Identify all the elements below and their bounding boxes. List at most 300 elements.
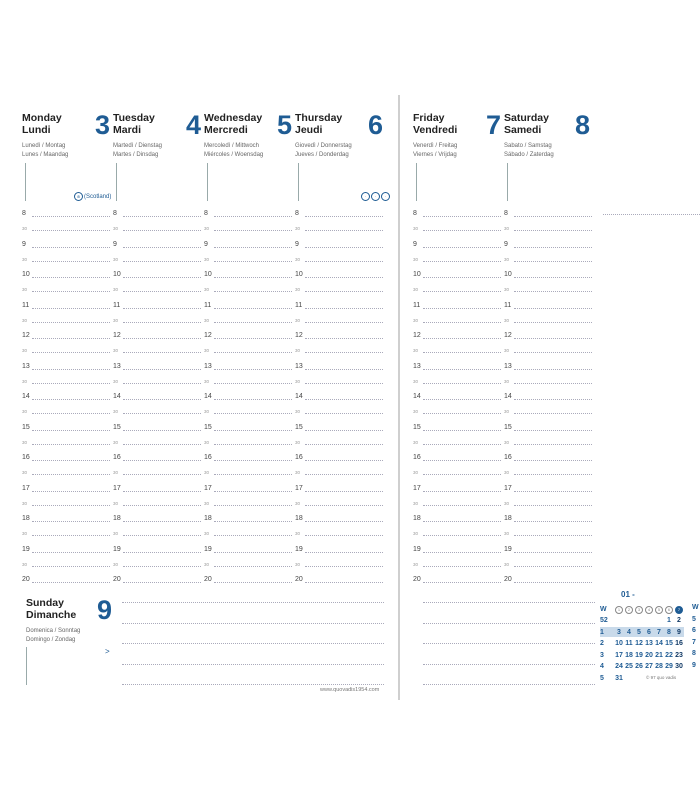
hour-line[interactable] <box>123 308 201 309</box>
translation-line-2: Lunes / Maandag <box>22 152 69 158</box>
hour-line[interactable] <box>214 216 292 217</box>
hour-line[interactable] <box>32 582 110 583</box>
half-hour-label: 30 <box>22 531 28 537</box>
calendar-day[interactable]: 23 <box>675 651 683 659</box>
half-hour-label: 30 <box>413 348 419 354</box>
hour-line[interactable] <box>305 552 383 553</box>
calendar-day[interactable]: 7 <box>657 628 661 636</box>
half-hour-line[interactable] <box>305 230 383 231</box>
half-hour-line[interactable] <box>514 413 592 414</box>
half-hour-line[interactable] <box>305 474 383 475</box>
half-hour-label: 30 <box>413 378 419 384</box>
half-hour-line[interactable] <box>32 413 110 414</box>
half-hour-line[interactable] <box>423 291 501 292</box>
half-hour-line[interactable] <box>214 474 292 475</box>
notes-line[interactable] <box>423 602 595 603</box>
calendar-day[interactable]: 29 <box>665 663 673 670</box>
half-hour-line[interactable] <box>423 413 501 414</box>
hour-label: 15 <box>113 423 121 431</box>
half-hour-line[interactable] <box>423 474 501 475</box>
calendar-day[interactable]: 12 <box>635 640 643 647</box>
half-hour-line[interactable] <box>423 261 501 262</box>
hour-line[interactable] <box>123 338 201 339</box>
sunday-line[interactable] <box>122 643 384 644</box>
hour-line[interactable] <box>32 308 110 309</box>
half-hour-line[interactable] <box>514 535 592 536</box>
hour-label: 18 <box>413 515 421 522</box>
hour-line[interactable] <box>514 369 592 370</box>
half-hour-line[interactable] <box>305 413 383 414</box>
half-hour-label: 30 <box>22 470 28 476</box>
hour-line[interactable] <box>514 399 592 400</box>
hour-label: 13 <box>204 362 212 370</box>
half-hour-line[interactable] <box>32 291 110 292</box>
half-hour-line[interactable] <box>423 444 501 445</box>
hour-line[interactable] <box>423 338 501 339</box>
calendar-day[interactable]: 6 <box>647 628 651 636</box>
week-number: 7 <box>692 638 696 646</box>
half-hour-label: 30 <box>22 378 28 384</box>
hour-line[interactable] <box>514 491 592 492</box>
half-hour-line[interactable] <box>123 505 201 506</box>
hour-line[interactable] <box>32 552 110 553</box>
translation-line-1: Mercoledì / Mittwoch <box>204 143 260 149</box>
translation-line-2: Martes / Dinsdag <box>113 152 159 158</box>
half-hour-label: 30 <box>204 348 210 354</box>
half-hour-line[interactable] <box>423 383 501 384</box>
hour-label: 8 <box>113 210 117 217</box>
half-hour-label: 30 <box>413 226 419 232</box>
half-hour-line[interactable] <box>32 261 110 262</box>
half-hour-line[interactable] <box>514 322 592 323</box>
half-hour-line[interactable] <box>305 352 383 353</box>
weekday-number: 4 <box>645 606 653 614</box>
half-hour-line[interactable] <box>305 444 383 445</box>
calendar-day[interactable]: 15 <box>665 640 673 647</box>
notes-line[interactable] <box>423 684 595 685</box>
calendar-day[interactable]: 31 <box>615 674 623 682</box>
hour-line[interactable] <box>214 338 292 339</box>
hour-line[interactable] <box>305 369 383 370</box>
hour-label: 16 <box>413 454 421 461</box>
weekday-circle-icon <box>644 604 654 615</box>
calendar-day[interactable]: 20 <box>645 651 653 659</box>
half-hour-label: 30 <box>113 470 119 476</box>
day-number: 6 <box>367 110 383 140</box>
hour-line[interactable] <box>214 491 292 492</box>
hour-line[interactable] <box>305 308 383 309</box>
hour-label: 17 <box>22 484 30 492</box>
day-divider <box>416 163 417 201</box>
hour-line[interactable] <box>214 247 292 248</box>
half-hour-label: 30 <box>204 256 210 262</box>
half-hour-line[interactable] <box>123 291 201 292</box>
hour-label: 11 <box>504 301 512 309</box>
next-month-weeks <box>692 604 699 673</box>
half-hour-line[interactable] <box>305 322 383 323</box>
sunday-header <box>26 597 112 687</box>
half-hour-line[interactable] <box>123 383 201 384</box>
hour-line[interactable] <box>423 247 501 248</box>
half-hour-line[interactable] <box>123 413 201 414</box>
half-hour-line[interactable] <box>305 261 383 262</box>
half-hour-label: 30 <box>504 409 510 415</box>
hour-label: 20 <box>204 576 212 583</box>
half-hour-line[interactable] <box>32 352 110 353</box>
half-hour-label: 30 <box>204 561 210 567</box>
sunday-line[interactable] <box>122 602 384 603</box>
calendar-day[interactable]: 3 <box>617 628 621 636</box>
half-hour-line[interactable] <box>123 566 201 567</box>
notes-line[interactable] <box>423 664 595 665</box>
day-divider <box>116 163 117 201</box>
hour-label: 18 <box>504 515 512 522</box>
hour-label: 19 <box>22 545 30 553</box>
hour-line[interactable] <box>123 430 201 431</box>
half-hour-line[interactable] <box>305 566 383 567</box>
calendar-day[interactable]: 19 <box>635 651 643 659</box>
hour-line[interactable] <box>514 430 592 431</box>
half-hour-line[interactable] <box>514 261 592 262</box>
half-hour-label: 30 <box>22 287 28 293</box>
half-hour-label: 30 <box>113 561 119 567</box>
half-hour-line[interactable] <box>514 505 592 506</box>
hour-label: 8 <box>504 210 508 217</box>
half-hour-line[interactable] <box>514 291 592 292</box>
hour-line[interactable] <box>423 430 501 431</box>
calendar-day[interactable]: 27 <box>645 663 653 670</box>
half-hour-line[interactable] <box>214 535 292 536</box>
half-hour-line[interactable] <box>214 505 292 506</box>
day-name-fr: Jeudi <box>295 124 323 136</box>
hour-line[interactable] <box>305 582 383 583</box>
half-hour-label: 30 <box>22 226 28 232</box>
half-hour-line[interactable] <box>423 230 501 231</box>
hour-label: 10 <box>413 271 421 278</box>
weekday-number: 3 <box>635 606 643 614</box>
calendar-day[interactable]: 17 <box>615 651 623 659</box>
hour-line[interactable] <box>123 552 201 553</box>
sunday-line[interactable] <box>122 623 384 624</box>
calendar-day[interactable]: 16 <box>675 640 683 647</box>
hour-label: 18 <box>295 515 303 522</box>
hour-line[interactable] <box>32 369 110 370</box>
calendar-day[interactable]: 30 <box>675 663 683 670</box>
hour-line[interactable] <box>123 247 201 248</box>
hour-line[interactable] <box>514 247 592 248</box>
calendar-header-row <box>600 604 700 615</box>
hour-label: 13 <box>413 362 421 370</box>
half-hour-line[interactable] <box>514 230 592 231</box>
calendar-day[interactable]: 5 <box>637 628 641 636</box>
half-hour-line[interactable] <box>214 566 292 567</box>
calendar-day[interactable]: 28 <box>655 663 663 670</box>
week-number: 2 <box>600 640 604 647</box>
hour-line[interactable] <box>305 491 383 492</box>
translation-line-2: Sábado / Zaterdag <box>504 152 554 158</box>
hour-label: 14 <box>22 393 30 400</box>
half-hour-line[interactable] <box>214 322 292 323</box>
half-hour-line[interactable] <box>32 566 110 567</box>
day-translations <box>413 142 457 160</box>
half-hour-line[interactable] <box>123 322 201 323</box>
half-hour-line[interactable] <box>32 322 110 323</box>
weekday-number: 6 <box>665 606 673 614</box>
hour-line[interactable] <box>423 552 501 553</box>
half-hour-line[interactable] <box>423 566 501 567</box>
half-hour-line[interactable] <box>514 352 592 353</box>
hour-line[interactable] <box>305 399 383 400</box>
notes-line[interactable] <box>603 214 700 215</box>
hour-line[interactable] <box>305 338 383 339</box>
half-hour-line[interactable] <box>305 505 383 506</box>
half-hour-line[interactable] <box>423 505 501 506</box>
calendar-day[interactable]: 11 <box>625 640 633 647</box>
hour-label: 11 <box>22 301 30 309</box>
half-hour-line[interactable] <box>514 383 592 384</box>
hour-label: 8 <box>204 210 208 217</box>
hour-line[interactable] <box>214 552 292 553</box>
hour-label: 19 <box>295 545 303 553</box>
calendar-day[interactable]: 9 <box>677 628 681 636</box>
sunday-line[interactable] <box>122 664 384 665</box>
hour-line[interactable] <box>305 247 383 248</box>
day-name-en: Saturday <box>504 112 549 124</box>
notes-line[interactable] <box>423 623 595 624</box>
half-hour-label: 30 <box>113 317 119 323</box>
half-hour-line[interactable] <box>423 322 501 323</box>
calendar-day[interactable]: 18 <box>625 651 633 659</box>
week-number: 1 <box>600 628 604 636</box>
half-hour-label: 30 <box>113 500 119 506</box>
half-hour-label: 30 <box>113 531 119 537</box>
hour-line[interactable] <box>123 491 201 492</box>
half-hour-label: 30 <box>295 226 301 232</box>
hour-line[interactable] <box>123 582 201 583</box>
hour-line[interactable] <box>305 521 383 522</box>
hour-line[interactable] <box>123 277 201 278</box>
hour-label: 11 <box>204 301 212 309</box>
notes-line[interactable] <box>423 643 595 644</box>
half-hour-line[interactable] <box>514 474 592 475</box>
hour-line[interactable] <box>123 521 201 522</box>
calendar-day[interactable]: 10 <box>615 640 623 647</box>
sunday-line[interactable] <box>122 684 384 685</box>
translation-line-1: Sabato / Samstag <box>504 143 552 149</box>
hour-line[interactable] <box>514 338 592 339</box>
half-hour-label: 30 <box>413 470 419 476</box>
half-hour-line[interactable] <box>214 383 292 384</box>
calendar-copyright: © 97 quo vadis <box>646 675 677 680</box>
hour-line[interactable] <box>423 460 501 461</box>
hour-line[interactable] <box>32 247 110 248</box>
half-hour-label: 30 <box>22 561 28 567</box>
hour-line[interactable] <box>305 430 383 431</box>
half-hour-label: 30 <box>504 348 510 354</box>
calendar-day[interactable]: 1 <box>667 617 671 624</box>
calendar-week-row <box>600 661 700 672</box>
half-hour-label: 30 <box>504 317 510 323</box>
half-hour-line[interactable] <box>123 261 201 262</box>
half-hour-line[interactable] <box>514 444 592 445</box>
calendar-day[interactable]: 26 <box>635 663 643 670</box>
hour-label: 19 <box>504 545 512 553</box>
hour-label: 9 <box>295 240 299 248</box>
hour-label: 15 <box>295 423 303 431</box>
weekday-circle-icon <box>624 604 634 615</box>
hour-line[interactable] <box>514 552 592 553</box>
hour-line[interactable] <box>423 277 501 278</box>
calendar-day[interactable]: 2 <box>677 617 681 624</box>
hour-line[interactable] <box>305 460 383 461</box>
hour-label: 18 <box>113 515 121 522</box>
half-hour-line[interactable] <box>214 261 292 262</box>
hour-line[interactable] <box>423 369 501 370</box>
calendar-day[interactable]: 14 <box>655 640 663 647</box>
half-hour-line[interactable] <box>123 352 201 353</box>
hour-line[interactable] <box>32 338 110 339</box>
half-hour-line[interactable] <box>305 535 383 536</box>
half-hour-label: 30 <box>504 378 510 384</box>
half-hour-line[interactable] <box>214 291 292 292</box>
hour-line[interactable] <box>514 460 592 461</box>
hour-line[interactable] <box>32 521 110 522</box>
hour-line[interactable] <box>423 308 501 309</box>
half-hour-label: 30 <box>413 287 419 293</box>
half-hour-label: 30 <box>204 439 210 445</box>
hour-line[interactable] <box>214 277 292 278</box>
hour-line[interactable] <box>32 277 110 278</box>
hour-line[interactable] <box>123 216 201 217</box>
hour-label: 15 <box>504 423 512 431</box>
half-hour-label: 30 <box>204 287 210 293</box>
half-hour-label: 30 <box>113 348 119 354</box>
hour-label: 19 <box>113 545 121 553</box>
half-hour-line[interactable] <box>514 566 592 567</box>
half-hour-line[interactable] <box>32 383 110 384</box>
half-hour-line[interactable] <box>123 535 201 536</box>
half-hour-line[interactable] <box>123 230 201 231</box>
hour-line[interactable] <box>423 491 501 492</box>
hour-line[interactable] <box>214 308 292 309</box>
hour-label: 14 <box>295 393 303 400</box>
hour-line[interactable] <box>214 399 292 400</box>
calendar-day[interactable]: 24 <box>615 663 623 670</box>
half-hour-line[interactable] <box>423 352 501 353</box>
day-header <box>204 112 292 202</box>
half-hour-label: 30 <box>504 531 510 537</box>
calendar-day[interactable]: 13 <box>645 640 653 647</box>
hour-line[interactable] <box>214 460 292 461</box>
day-divider <box>507 163 508 201</box>
calendar-day[interactable]: 8 <box>667 628 671 636</box>
hour-line[interactable] <box>123 460 201 461</box>
hour-line[interactable] <box>32 216 110 217</box>
arrow-icon: > <box>105 647 110 656</box>
hour-line[interactable] <box>123 369 201 370</box>
half-hour-line[interactable] <box>32 444 110 445</box>
translation-line-2: Domingo / Zondag <box>26 637 76 643</box>
half-hour-line[interactable] <box>123 444 201 445</box>
hour-line[interactable] <box>32 430 110 431</box>
hour-line[interactable] <box>514 582 592 583</box>
half-hour-line[interactable] <box>423 535 501 536</box>
half-hour-label: 30 <box>22 317 28 323</box>
half-hour-line[interactable] <box>123 474 201 475</box>
hour-line[interactable] <box>423 582 501 583</box>
half-hour-label: 30 <box>113 226 119 232</box>
hour-line[interactable] <box>423 521 501 522</box>
half-hour-label: 30 <box>413 317 419 323</box>
half-hour-line[interactable] <box>305 291 383 292</box>
half-hour-line[interactable] <box>214 352 292 353</box>
half-hour-line[interactable] <box>32 505 110 506</box>
half-hour-line[interactable] <box>214 413 292 414</box>
hour-line[interactable] <box>514 521 592 522</box>
hour-label: 13 <box>295 362 303 370</box>
hour-line[interactable] <box>32 399 110 400</box>
half-hour-line[interactable] <box>214 230 292 231</box>
hour-line[interactable] <box>423 216 501 217</box>
day-translations <box>113 142 162 160</box>
week-number: 5 <box>600 674 604 682</box>
half-hour-label: 30 <box>504 226 510 232</box>
half-hour-line[interactable] <box>32 230 110 231</box>
hour-label: 15 <box>22 423 30 431</box>
hour-line[interactable] <box>305 216 383 217</box>
day-name-en: Friday <box>413 112 445 124</box>
week-header: W <box>600 606 607 613</box>
hour-line[interactable] <box>514 308 592 309</box>
day-header <box>113 112 201 202</box>
hour-line[interactable] <box>123 399 201 400</box>
half-hour-label: 30 <box>295 500 301 506</box>
half-hour-line[interactable] <box>305 383 383 384</box>
calendar-day[interactable]: 25 <box>625 663 633 670</box>
hour-line[interactable] <box>214 521 292 522</box>
day-name-fr: Samedi <box>504 124 542 136</box>
hour-line[interactable] <box>423 399 501 400</box>
hour-label: 20 <box>413 576 421 583</box>
half-hour-label: 30 <box>295 317 301 323</box>
hour-label: 20 <box>22 576 30 583</box>
hour-line[interactable] <box>514 277 592 278</box>
translation-line-1: Domenica / Sonntag <box>26 628 81 634</box>
weekday-circle-icon <box>614 604 624 615</box>
calendar-day[interactable]: 4 <box>627 628 631 636</box>
hour-label: 10 <box>113 271 121 278</box>
half-hour-line[interactable] <box>32 535 110 536</box>
calendar-week-row <box>600 650 700 661</box>
hour-line[interactable] <box>214 582 292 583</box>
hour-line[interactable] <box>32 460 110 461</box>
half-hour-label: 30 <box>295 439 301 445</box>
hour-line[interactable] <box>514 216 592 217</box>
hour-line[interactable] <box>214 430 292 431</box>
hour-label: 13 <box>504 362 512 370</box>
weekday-number: 7 <box>675 606 683 614</box>
half-hour-line[interactable] <box>32 474 110 475</box>
half-hour-label: 30 <box>295 470 301 476</box>
hour-label: 9 <box>204 240 208 248</box>
hour-line[interactable] <box>305 277 383 278</box>
calendar-day[interactable]: 22 <box>665 651 673 659</box>
translation-line-2: Jueves / Donderdag <box>295 152 349 158</box>
hour-line[interactable] <box>214 369 292 370</box>
half-hour-line[interactable] <box>214 444 292 445</box>
hour-line[interactable] <box>32 491 110 492</box>
calendar-day[interactable]: 21 <box>655 651 663 659</box>
